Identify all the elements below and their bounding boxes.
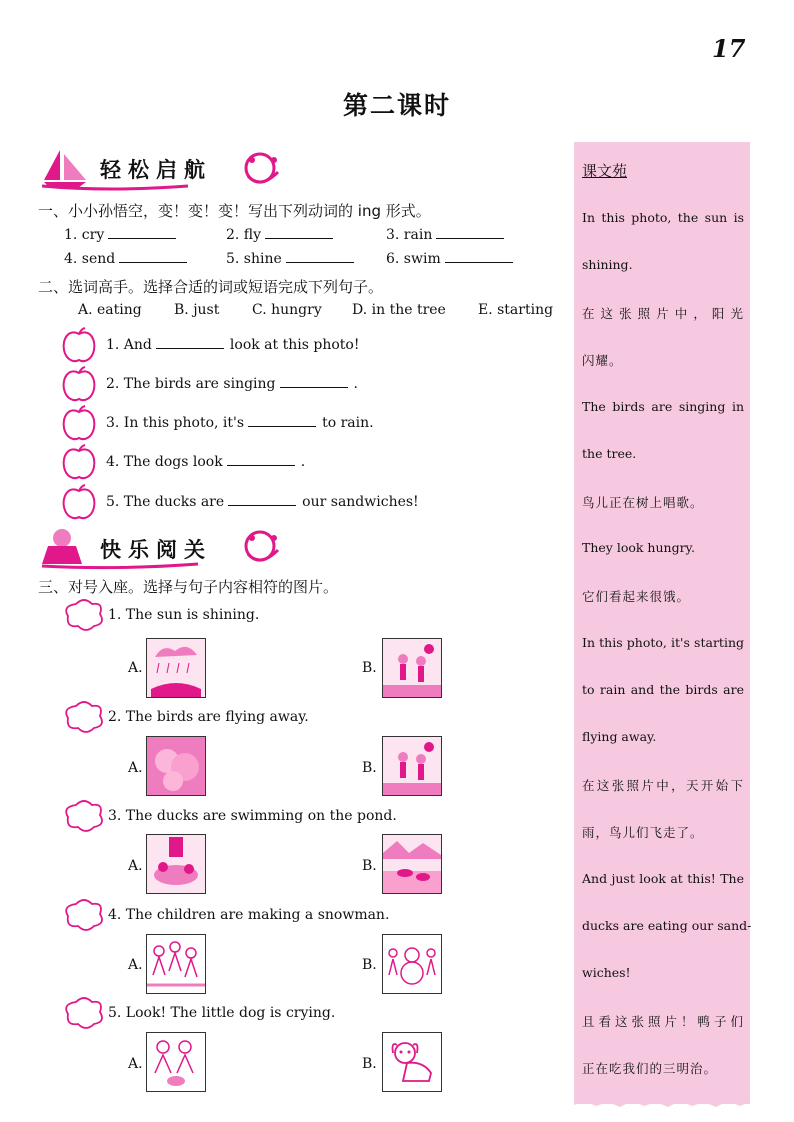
sunny-park-icon	[383, 737, 441, 795]
choice-b-label: B.	[362, 760, 377, 776]
sentence-text: 4. The dogs look	[106, 454, 223, 470]
picture-b	[382, 934, 442, 994]
section-1-heading: 一、小小孙悟空，变！变！变！写出下列动词的 ing 形式。	[38, 202, 431, 220]
answer-blank	[436, 226, 504, 239]
answer-blank	[228, 493, 296, 506]
kids-with-dog-icon	[147, 1033, 205, 1091]
page-number: 17	[712, 34, 746, 63]
answer-blank	[108, 226, 176, 239]
sentence-text: 3. In this photo, it's	[106, 415, 245, 431]
rain-scene-icon	[147, 639, 205, 697]
crying-dog-icon	[383, 1033, 441, 1091]
picture-a	[146, 638, 206, 698]
question-2: 2. The birds are flying away.	[108, 709, 309, 725]
banner-title: 快乐阅关	[100, 538, 212, 562]
flower-icon	[62, 996, 106, 1030]
section-banner-2	[38, 524, 288, 570]
sentence-text: our sandwiches!	[302, 494, 419, 510]
answer-blank	[227, 453, 295, 466]
ing-item-3	[386, 226, 510, 243]
sidebar-line: 且看这张照片！鸭子们	[582, 1014, 744, 1029]
section-2-heading: 二、选词高手。选择合适的词或短语完成下列句子。	[38, 278, 384, 296]
sentence-2	[106, 375, 358, 392]
torn-edge	[574, 1096, 750, 1108]
sidebar-line: The birds are singing in	[582, 399, 744, 414]
apple-icon	[60, 404, 98, 442]
sentence-1	[106, 336, 359, 353]
answer-blank	[286, 250, 354, 263]
picture-b	[382, 638, 442, 698]
question-5: 5. Look! The little dog is crying.	[108, 1005, 336, 1021]
sentence-text: .	[353, 376, 358, 392]
option-c: C. hungry	[252, 302, 322, 318]
apple-icon	[60, 365, 98, 403]
apple-icon	[60, 443, 98, 481]
flower-icon	[62, 598, 106, 632]
sidebar-line: 在这张照片中，天开始下	[582, 778, 744, 793]
flowers-scene-icon	[147, 737, 205, 795]
picture-b	[382, 834, 442, 894]
flower-icon	[62, 799, 106, 833]
sidebar-line: 在这张照片中，阳光	[582, 306, 744, 321]
apple-icon	[60, 326, 98, 364]
picture-a	[146, 834, 206, 894]
sentence-5	[106, 493, 419, 510]
sentence-text: to rain.	[322, 415, 374, 431]
sidebar-line: to rain and the birds are	[582, 682, 744, 697]
verb: 5. shine	[226, 251, 282, 267]
section-3-heading: 三、对号入座。选择与句子内容相符的图片。	[38, 578, 339, 596]
option-a: A. eating	[78, 302, 142, 318]
ing-item-4	[64, 250, 193, 267]
sentence-text: 2. The birds are singing	[106, 376, 276, 392]
picture-a	[146, 1032, 206, 1092]
option-d: D. in the tree	[352, 302, 446, 318]
verb: 1. cry	[64, 227, 105, 243]
flower-icon	[62, 898, 106, 932]
choice-b-label: B.	[362, 1056, 377, 1072]
sidebar-line: wiches!	[582, 965, 631, 980]
sidebar-line: the tree.	[582, 446, 637, 461]
choice-b-label: B.	[362, 858, 377, 874]
sidebar-line: shining.	[582, 257, 633, 272]
answer-blank	[156, 336, 224, 349]
sidebar-line: In this photo, it's starting	[582, 635, 744, 650]
verb: 2. fly	[226, 227, 262, 243]
snowman-scene-icon	[383, 935, 441, 993]
choice-b-label: B.	[362, 957, 377, 973]
sidebar-line: ducks are eating our sand-	[582, 918, 752, 933]
answer-blank	[280, 375, 348, 388]
sentence-text: .	[300, 454, 306, 470]
sidebar-line: They look hungry.	[582, 540, 695, 555]
sidebar-panel	[574, 142, 750, 1104]
picture-b	[382, 736, 442, 796]
picture-b	[382, 1032, 442, 1092]
children-group-icon	[147, 935, 205, 993]
answer-blank	[119, 250, 187, 263]
option-b: B. just	[174, 302, 220, 318]
sidebar-line: 正在吃我们的三明治。	[582, 1061, 718, 1076]
sentence-text: look at this photo!	[229, 337, 360, 353]
answer-blank	[265, 226, 333, 239]
banner-title: 轻松启航	[100, 158, 212, 182]
choice-a-label: A.	[128, 1056, 143, 1072]
sidebar-line: 雨，鸟儿们飞走了。	[582, 825, 704, 840]
question-3: 3. The ducks are swimming on the pond.	[108, 808, 397, 824]
sunny-park-icon	[383, 639, 441, 697]
choice-a-label: A.	[128, 760, 143, 776]
sidebar-line: flying away.	[582, 729, 657, 744]
sentence-3	[106, 414, 374, 431]
question-4: 4. The children are making a snowman.	[108, 907, 390, 923]
answer-blank	[248, 414, 316, 427]
section-banner-1	[38, 146, 288, 192]
sentence-4	[106, 453, 305, 470]
ing-item-1	[64, 226, 182, 243]
picture-a	[146, 934, 206, 994]
ing-item-6	[386, 250, 519, 267]
sentence-text: 5. The ducks are	[106, 494, 225, 510]
sidebar-line: 闪耀。	[582, 353, 623, 368]
sidebar-line: And just look at this! The	[582, 871, 744, 886]
choice-a-label: A.	[128, 957, 143, 973]
verb: 3. rain	[386, 227, 433, 243]
pond-ducks-icon	[383, 835, 441, 893]
verb: 4. send	[64, 251, 116, 267]
page-title: 第二课时	[342, 91, 451, 120]
apple-icon	[60, 483, 98, 521]
sidebar-title: 课文苑	[582, 162, 628, 180]
question-1: 1. The sun is shining.	[108, 607, 260, 623]
answer-blank	[445, 250, 513, 263]
choice-a-label: A.	[128, 660, 143, 676]
sidebar-line: 它们看起来很饿。	[582, 589, 691, 604]
ing-item-5	[226, 250, 360, 267]
sidebar-line: In this photo, the sun is	[582, 210, 744, 225]
flower-icon	[62, 700, 106, 734]
option-e: E. starting	[478, 302, 554, 318]
sentence-text: 1. And	[106, 337, 152, 353]
picture-a	[146, 736, 206, 796]
ing-item-2	[226, 226, 339, 243]
choice-b-label: B.	[362, 660, 377, 676]
sidebar-line: 鸟儿正在树上唱歌。	[582, 495, 704, 510]
verb: 6. swim	[386, 251, 441, 267]
picnic-scene-icon	[147, 835, 205, 893]
choice-a-label: A.	[128, 858, 143, 874]
